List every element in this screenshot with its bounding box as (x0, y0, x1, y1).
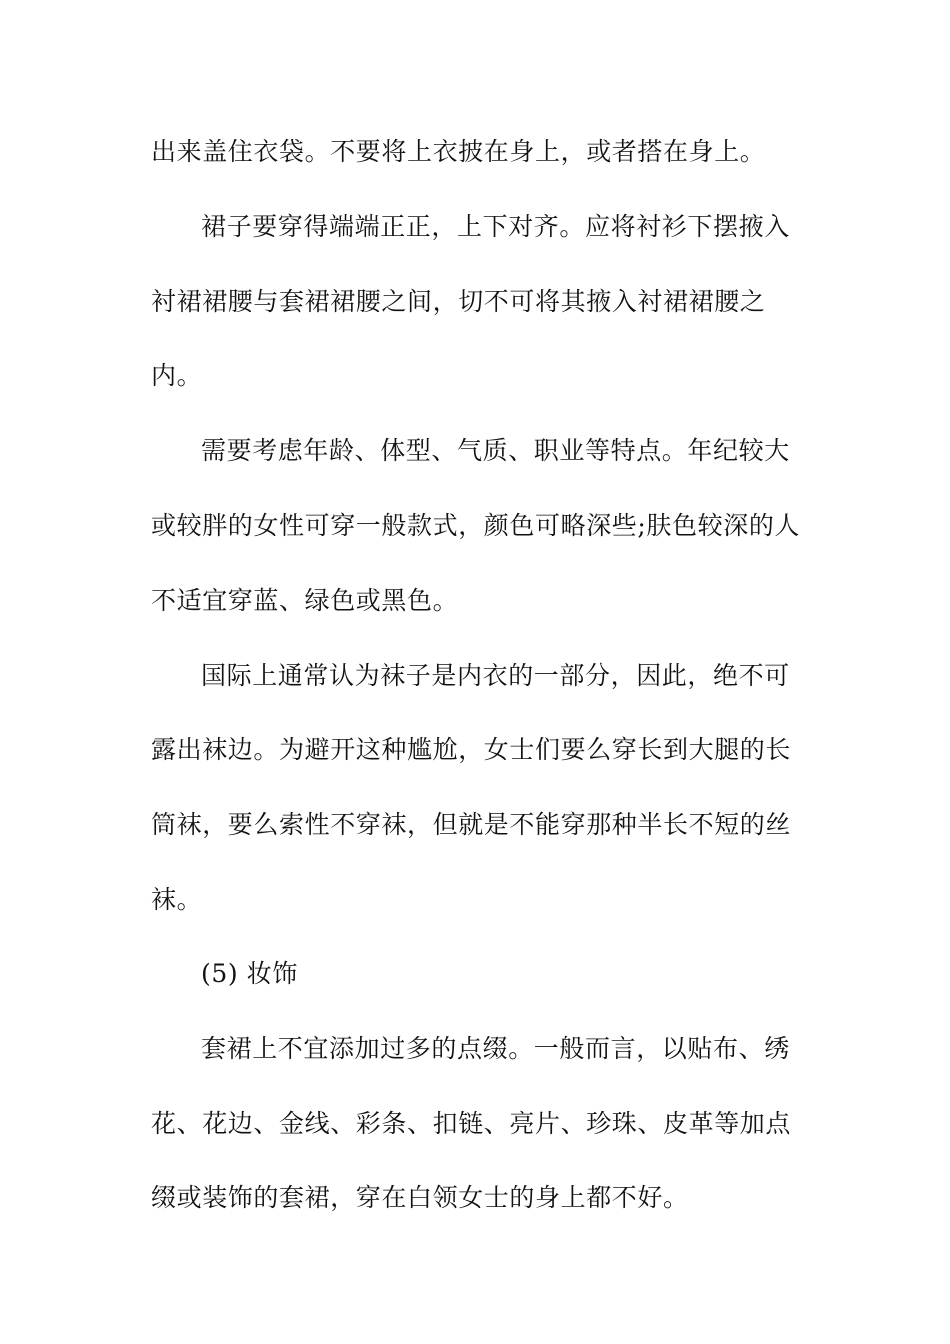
text-line-9: 露出袜边。为避开这种尴尬，女士们要么穿长到大腿的长 (151, 735, 792, 764)
text-line-13: 套裙上不宜添加过多的点缀。一般而言，以贴布、绣 (201, 1034, 790, 1063)
text-line-15: 缀或装饰的套裙，穿在白领女士的身上都不好。 (151, 1183, 689, 1212)
text-line-8: 国际上通常认为袜子是内衣的一部分，因此，绝不可 (201, 661, 790, 690)
text-line-6: 或较胖的女性可穿一般款式，颜色可略深些;肤色较深的人 (151, 511, 801, 540)
text-line-3: 衬裙裙腰与套裙裙腰之间，切不可将其掖入衬裙裙腰之 (151, 287, 766, 316)
text-line-14: 花、花边、金线、彩条、扣链、亮片、珍珠、皮革等加点 (151, 1109, 792, 1138)
section-heading: (5) 妆饰 (201, 959, 298, 988)
text-line-4: 内。 (151, 361, 203, 390)
text-line-7: 不适宜穿蓝、绿色或黑色。 (151, 586, 459, 615)
text-line-1: 出来盖住衣袋。不要将上衣披在身上，或者搭在身上。 (151, 137, 766, 166)
text-line-11: 袜。 (151, 885, 203, 914)
text-line-10: 筒袜，要么索性不穿袜，但就是不能穿那种半长不短的丝 (151, 810, 792, 839)
text-line-5: 需要考虑年龄、体型、气质、职业等特点。年纪较大 (201, 436, 790, 465)
text-line-2: 裙子要穿得端端正正，上下对齐。应将衬衫下摆掖入 (201, 212, 790, 241)
